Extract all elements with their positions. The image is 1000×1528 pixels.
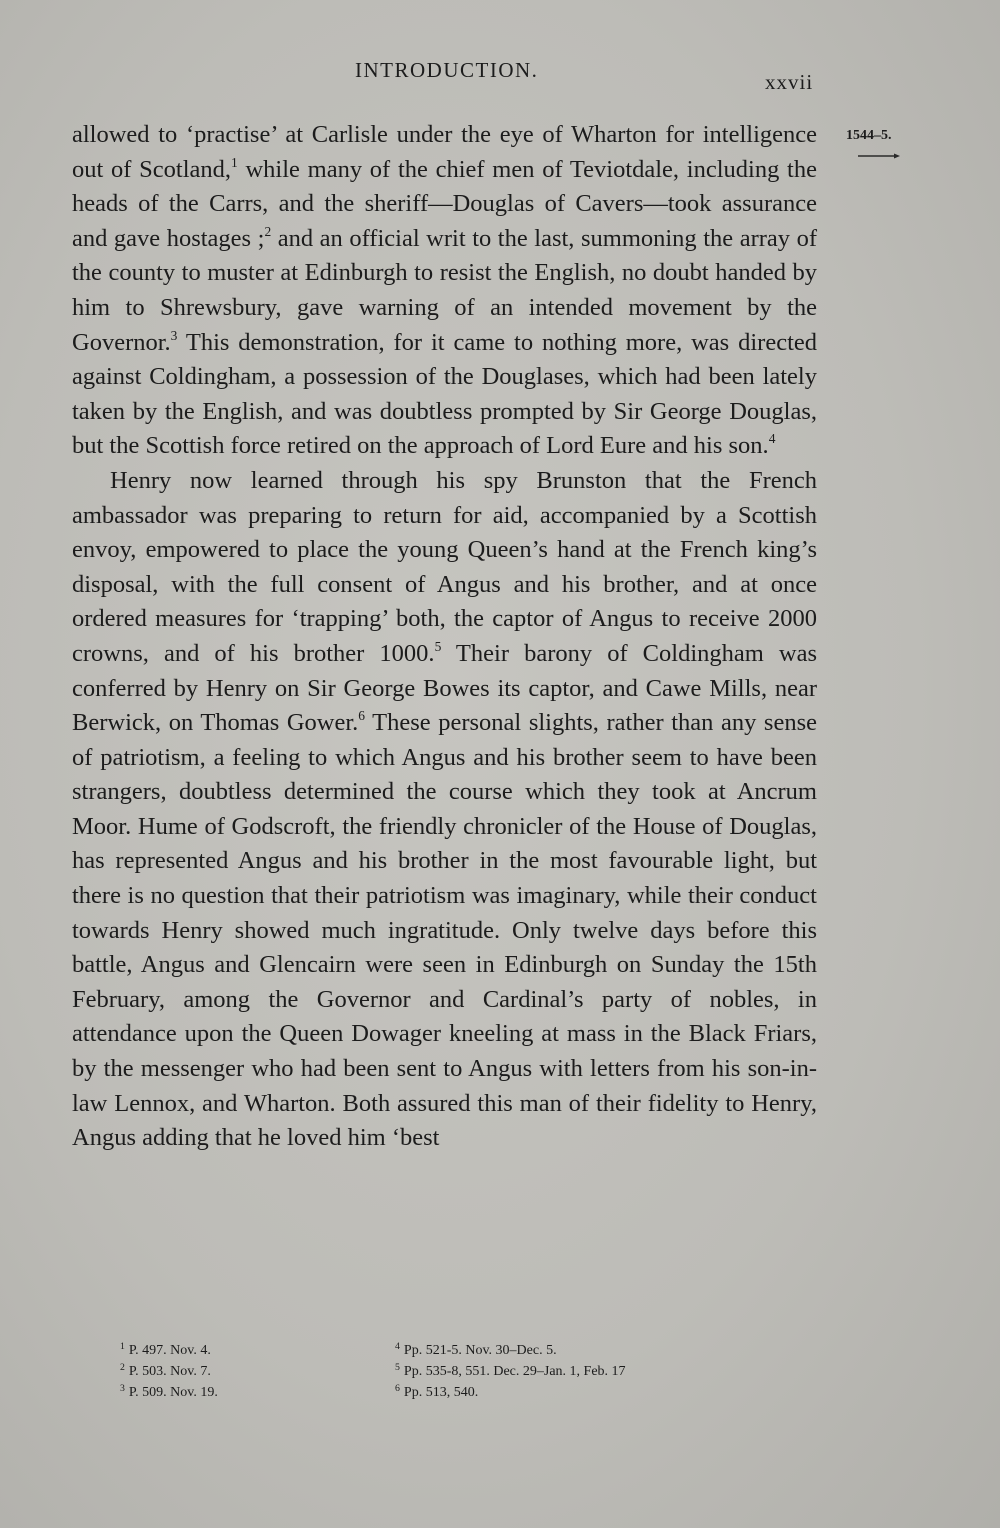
footnote-reference: 5 xyxy=(434,638,442,654)
footnote-number: 1 xyxy=(120,1341,125,1353)
footnote-number: 5 xyxy=(395,1362,400,1374)
footnote xyxy=(120,1361,395,1382)
running-head: INTRODUCTION. xyxy=(355,58,539,82)
footnote-text: P. 509. Nov. 19. xyxy=(128,1385,218,1400)
paragraph xyxy=(72,464,817,1156)
footnote xyxy=(120,1382,395,1403)
footnote-text: P. 503. Nov. 7. xyxy=(128,1364,211,1379)
text-run: allowed to ‘practise’ at Carlisle under the eye of Wharton for intelligence out of Scotland, xyxy=(72,121,817,183)
text-run: Henry now learned through his spy Brunston that the French ambassador was preparing to return for aid, accompanied by a Scottish envoy, empowered to place the young Queen’s hand at the French king’s disposal, with the full consent of Angus and his brother, and at once ordered measures for ‘trapping’ both, the captor of Angus to receive 2000 crowns, and of his brother 1000. xyxy=(72,466,817,667)
text-run: Their barony of Coldingham was conferred by Henry on Sir George Bowes its captor, and Cawe Mills, near Berwick, on Thomas Gower. xyxy=(72,639,818,737)
footnote xyxy=(395,1382,780,1403)
footnote-text: P. 497. Nov. 4. xyxy=(128,1343,211,1358)
footnote xyxy=(395,1340,780,1361)
footnote-number: 6 xyxy=(395,1383,400,1395)
body-text xyxy=(72,118,817,1156)
footnote-reference: 3 xyxy=(170,327,178,343)
text-run: This demonstration, for it came to nothing more, was directed against Coldingham, a possession of the Douglases, which had been lately taken by the English, and was doubtless prompted by Sir George Douglas, but the Scottish force retired on the approach of Lord Eure and his son. xyxy=(72,328,817,460)
footnote-number: 3 xyxy=(120,1383,125,1395)
footnote-reference: 6 xyxy=(358,708,366,723)
footnote-text: Pp. 521-5. Nov. 30–Dec. 5. xyxy=(403,1343,557,1358)
footnote xyxy=(120,1340,395,1361)
footnote-number: 2 xyxy=(120,1362,125,1374)
footnote-number: 4 xyxy=(395,1341,400,1353)
footnote-reference: 4 xyxy=(768,431,776,447)
margin-date-note: 1544–5. xyxy=(846,128,892,143)
page-number: xxvii xyxy=(765,70,814,94)
footnote-text: Pp. 513, 540. xyxy=(403,1385,479,1400)
text-run: and an official writ to the last, summoning the array of the county to muster at Edinburgh to resist the English, no doubt handed by him to Shrewsbury, gave warning of an intended movement by the Governor. xyxy=(72,224,817,356)
margin-arrow-icon xyxy=(858,152,900,160)
footnote-reference: 1 xyxy=(231,154,238,170)
footnote-reference: 2 xyxy=(264,223,272,239)
footnote xyxy=(395,1361,780,1382)
text-run: These personal slights, rather than any sense of patriotism, a feeling to which Angus and his brother seem to have been strangers, doubtless determined the course which they took at Ancrum Moor. Hume of Godscroft, the friendly chronicler of the House of Douglas, has represented Angus and his brother in the most favourable light, but there is no question that their patriotism was imaginary, while their conduct towards Henry showed much ingratitude. Only twelve days before this battle, Angus and Glencairn were seen in Edinburgh on Sunday the 15th February, among the Governor and Cardinal’s party of nobles, in attendance upon the Queen Dowager kneeling at mass in the Black Friars, by the messenger who had been sent to Angus with letters from his son-in-law Lennox, and Wharton. Both assured this man of their fidelity to Henry, Angus adding that he loved him ‘best xyxy=(72,709,817,1152)
text-run: while many of the chief men of Teviotdale, including the heads of the Carrs, and the sheriff—Douglas of Cavers—took assurance and gave hostages ; xyxy=(72,155,817,252)
footnotes xyxy=(120,1340,780,1403)
paragraph xyxy=(72,118,817,464)
footnote-text: Pp. 535-8, 551. Dec. 29–Jan. 1, Feb. 17 xyxy=(403,1364,626,1379)
